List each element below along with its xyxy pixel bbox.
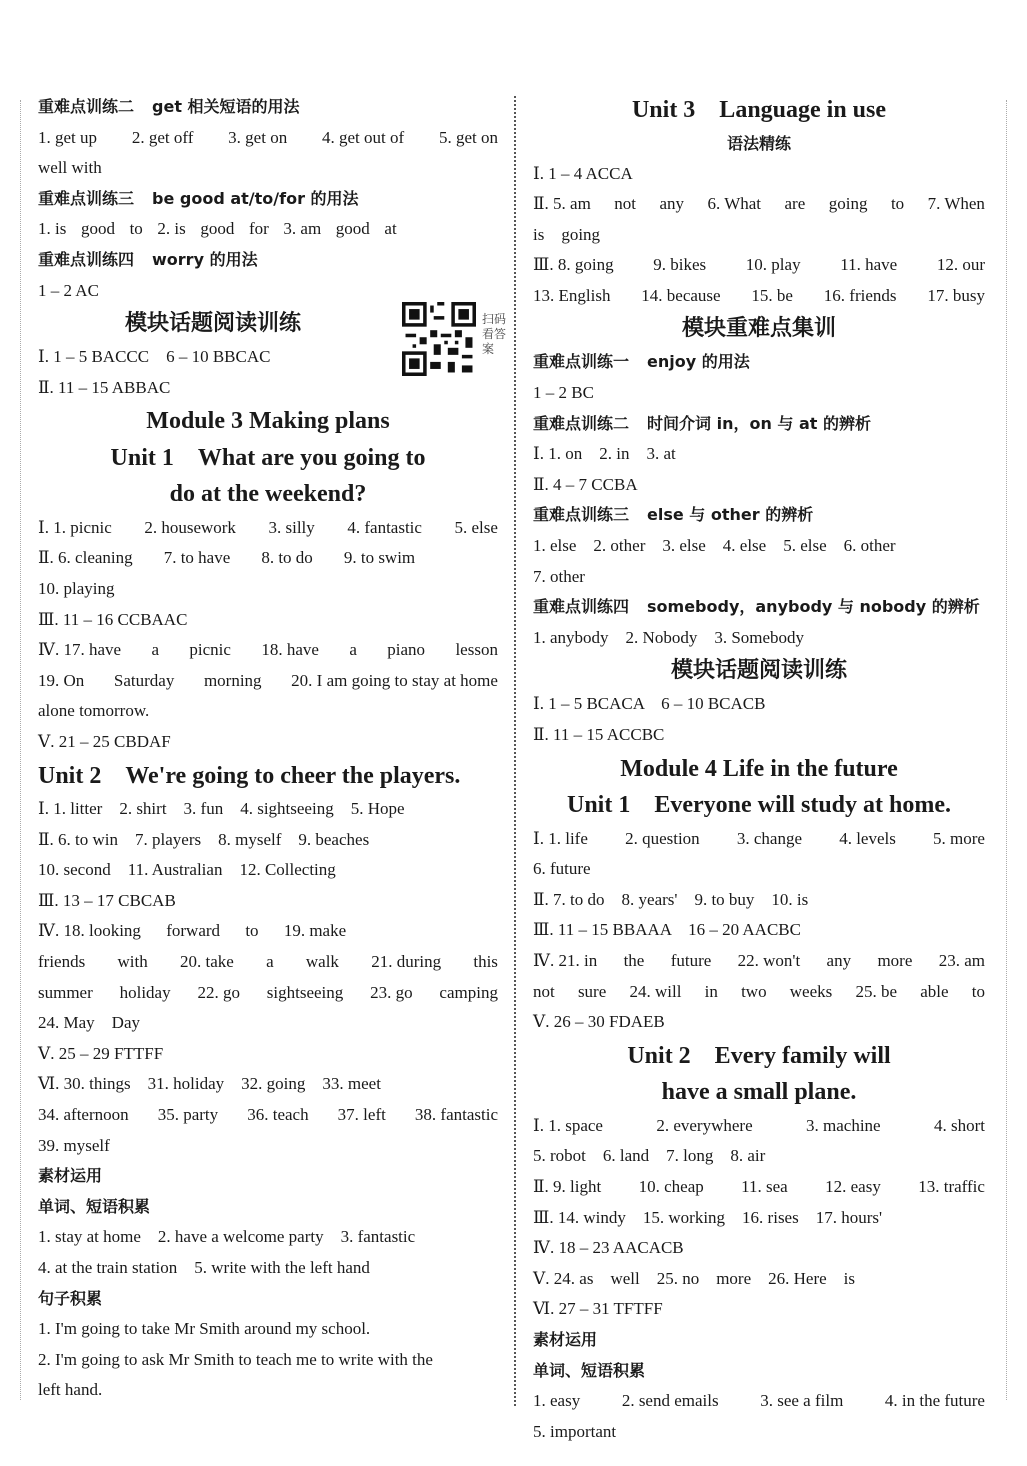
heading-label: 素材运用 <box>533 1329 598 1349</box>
heading-topic: 时间介词 in，on 与 at 的辨析 <box>647 413 872 433</box>
answer-line <box>533 824 985 855</box>
answer-text: 1. else 2. other 3. else 4. else 5. else 6. other <box>533 536 896 556</box>
answer-line <box>38 1069 498 1100</box>
answer-text: 2. get off <box>131 127 194 147</box>
answer-text: 19. On <box>38 670 85 690</box>
answer-line <box>38 123 498 154</box>
answer-text: left hand. <box>38 1380 103 1400</box>
answer-text: 4. fantastic <box>347 517 422 537</box>
heading-label: 重难点训练四 <box>38 249 135 269</box>
answer-text: 12. easy <box>825 1176 881 1196</box>
answer-text: 2. I'm going to ask Mr Smith to teach me to write with the <box>38 1349 433 1369</box>
answer-text: a <box>349 640 357 660</box>
answer-text: not <box>614 194 637 214</box>
answer-text: Ⅲ. 14. windy 15. working 16. rises 17. hours' <box>533 1207 883 1227</box>
answer-text: 23. am <box>938 950 985 970</box>
answer-line <box>38 978 498 1009</box>
heading-label: 句子积累 <box>38 1288 103 1308</box>
answer-text: sightseeing <box>266 982 344 1002</box>
answer-line <box>38 696 498 727</box>
answer-line <box>38 916 346 947</box>
answer-line <box>533 854 985 885</box>
answer-text: Ⅱ. 6. to win 7. players 8. myself 9. beaches <box>38 829 370 849</box>
unit-title: Unit 3 Language in use <box>631 97 887 123</box>
heading-label: 素材运用 <box>38 1166 103 1186</box>
answer-text: 5. important <box>533 1421 617 1441</box>
answer-text: Ⅳ. 17. have <box>38 640 122 660</box>
heading-label: 单词、短语积累 <box>38 1196 151 1216</box>
answer-text: Ⅱ. 9. light <box>533 1176 602 1196</box>
answer-text: 3. get on <box>228 127 288 147</box>
answer-line <box>38 794 498 825</box>
heading-label: 重难点训练二 <box>38 97 135 116</box>
answer-text: not <box>533 981 555 1001</box>
answer-text: going <box>828 194 868 214</box>
answer-text: 7. other <box>533 566 585 586</box>
answer-text: well with <box>38 158 102 178</box>
answer-text: Ⅵ. 27 – 31 TFTFF <box>533 1299 663 1319</box>
answer-text: Ⅰ. 1 – 4 ACCA <box>533 163 633 183</box>
answer-text: to <box>971 981 985 1001</box>
answer-text: morning <box>203 670 262 690</box>
answer-text: piano <box>387 640 426 660</box>
answer-text: a <box>151 640 160 660</box>
answer-text: 19. make <box>283 921 347 941</box>
answer-text: 22. won't <box>737 950 801 970</box>
answer-text: 16. friends <box>823 285 897 305</box>
unit-title: Module 4 Life in the future <box>620 755 898 782</box>
answer-line <box>533 189 985 220</box>
left-column <box>38 92 498 1406</box>
answer-text: 39. myself <box>38 1135 110 1155</box>
answer-line <box>533 1294 985 1325</box>
heading-label: 重难点训练二 <box>533 413 630 433</box>
answer-text: 2. everywhere <box>656 1115 753 1135</box>
answer-text: good <box>335 219 370 239</box>
answer-text: 5. else <box>454 517 498 537</box>
answer-line <box>533 720 985 751</box>
answer-line <box>38 1100 498 1131</box>
answer-text: Ⅴ. 24. as well 25. no more 26. Here is <box>533 1268 856 1288</box>
answer-text: 1. stay at home 2. have a welcome party 3. fantastic <box>38 1227 416 1247</box>
answer-line <box>533 562 985 593</box>
answer-text: 7. to have <box>163 548 231 568</box>
qr-code-icon[interactable] <box>402 300 476 378</box>
answer-text: Ⅰ. 1. picnic <box>38 517 112 537</box>
answer-text: 38. fantastic <box>414 1105 498 1125</box>
answer-text: picnic <box>189 640 231 660</box>
answer-text: Ⅲ. 11 – 15 BBAAA 16 – 20 AACBC <box>533 920 801 940</box>
answer-text: 2. is <box>157 219 186 239</box>
answer-text: in <box>704 981 718 1001</box>
module-section-title: 模块话题阅读训练 <box>670 658 847 684</box>
answer-text: sure <box>577 981 607 1001</box>
answer-text: 18. have <box>261 640 319 660</box>
answer-text: Ⅴ. 21 – 25 CBDAF <box>38 732 171 751</box>
answer-text: 10. playing <box>38 579 115 599</box>
answer-text: 24. May Day <box>38 1013 140 1033</box>
answer-line <box>533 159 985 190</box>
answer-text: 6. future <box>533 859 591 879</box>
answer-text: to <box>890 194 905 214</box>
answer-text: 20. take <box>179 952 234 972</box>
answer-text: 1. get up <box>38 127 98 147</box>
answer-text: Ⅵ. 30. things 31. holiday 32. going 33. meet <box>38 1074 381 1094</box>
answer-text: 7. When <box>927 194 985 214</box>
answer-text: 34. afternoon <box>38 1105 129 1125</box>
answer-text: 1. easy <box>533 1391 581 1411</box>
answer-line <box>38 543 415 574</box>
answer-text: Ⅲ. 8. going <box>533 255 614 275</box>
unit-title: Unit 2 Every family will <box>627 1042 891 1069</box>
answer-text: the <box>623 950 645 970</box>
unit-title: do at the weekend? <box>169 481 367 508</box>
answer-text: 4. in the future <box>884 1391 985 1411</box>
answer-text: Ⅲ. 11 – 16 CCBAAC <box>38 609 188 629</box>
answer-text: 13. traffic <box>918 1176 985 1196</box>
heading-label: 重难点训练三 <box>38 188 135 208</box>
answer-text: 2. housework <box>144 517 236 537</box>
answer-text: 17. busy <box>927 285 985 305</box>
answer-line <box>533 623 985 654</box>
answer-line <box>38 635 498 666</box>
qr-caption: 扫码看答案 <box>482 312 507 356</box>
answer-text: camping <box>439 982 498 1002</box>
answer-line <box>533 946 985 977</box>
answer-text: a <box>266 952 274 972</box>
unit-title: Module 3 Making plans <box>146 408 390 435</box>
answer-text: two <box>741 981 767 1001</box>
answer-line <box>38 1008 498 1039</box>
answer-line <box>38 855 498 886</box>
answer-text: 36. teach <box>247 1105 309 1125</box>
section-heading <box>38 1284 498 1315</box>
answer-text: are <box>784 194 806 214</box>
module-section-title: 模块重难点集训 <box>681 316 836 342</box>
answer-text: to <box>245 921 259 941</box>
answer-text: 11. have <box>840 255 898 275</box>
heading-topic: else 与 other 的辨析 <box>647 505 814 525</box>
heading-label: 重难点训练一 <box>533 352 630 372</box>
section-heading <box>533 592 985 623</box>
answer-line <box>533 885 985 916</box>
answer-text: weeks <box>789 981 833 1001</box>
answer-line <box>533 470 985 501</box>
answer-text: 2. send emails <box>621 1391 719 1411</box>
answer-text: 9. to swim <box>343 548 416 568</box>
answer-line <box>38 825 498 856</box>
answer-text: 23. go <box>370 982 413 1002</box>
answer-line <box>38 666 498 697</box>
answer-text: 22. go <box>197 982 240 1002</box>
unit-title: have a small plane. <box>661 1079 857 1106</box>
answer-text: 24. will <box>629 981 682 1001</box>
answer-text: 25. be <box>855 981 897 1001</box>
answer-text: 35. party <box>157 1105 219 1125</box>
section-heading <box>533 1356 985 1387</box>
answer-line <box>38 1345 498 1376</box>
answer-text: 5. robot 6. land 7. long 8. air <box>533 1146 766 1166</box>
answer-text: 13. English <box>533 285 611 305</box>
right-margin-line <box>1006 100 1007 1400</box>
answer-text: Ⅰ. 1 – 5 BACCC 6 – 10 BBCAC <box>38 347 271 367</box>
answer-line <box>533 378 985 409</box>
answer-line <box>533 977 985 1008</box>
answer-line <box>38 214 397 245</box>
left-margin-line <box>20 100 21 1400</box>
answer-text: summer <box>38 982 93 1002</box>
answer-text: Ⅰ. 1 – 5 BCACA 6 – 10 BCACB <box>533 694 766 714</box>
answer-line <box>533 1172 985 1203</box>
heading-topic: somebody，anybody 与 nobody 的辨析 <box>647 597 980 617</box>
answer-text: Ⅰ. 1. life <box>533 828 588 848</box>
unit-title: Unit 1 Everyone will study at home. <box>567 792 951 819</box>
answer-text: future <box>670 950 712 970</box>
answer-text: Ⅴ. 25 – 29 FTTFF <box>38 1043 164 1063</box>
answer-text: forward <box>166 921 221 941</box>
answer-text: 3. machine <box>806 1115 881 1135</box>
answer-line <box>533 439 985 470</box>
answer-text: alone tomorrow. <box>38 701 150 721</box>
answer-text: Ⅱ. 7. to do 8. years' 9. to buy 10. is <box>533 889 809 909</box>
section-heading <box>533 500 985 531</box>
answer-text: Ⅰ. 1. litter 2. shirt 3. fun 4. sightseeing 5. Hope <box>38 799 405 819</box>
answer-text: 10. second 11. Australian 12. Collecting <box>38 860 336 880</box>
answer-text: 1 – 2 BC <box>533 383 594 403</box>
answer-text: 8. to do <box>261 548 313 568</box>
answer-text: Ⅱ. 5. am <box>533 194 591 214</box>
heading-topic: get 相关短语的用法 <box>152 97 300 116</box>
answer-text: to <box>129 219 143 239</box>
answer-line <box>533 1111 985 1142</box>
answer-text: 4. levels <box>839 828 896 848</box>
answer-text: this <box>473 952 498 972</box>
heading-topic: enjoy 的用法 <box>647 352 750 372</box>
answer-line <box>38 1253 498 1284</box>
answer-line <box>38 1131 498 1162</box>
answer-text: any <box>826 950 852 970</box>
answer-text: 4. at the train station 5. write with the left hand <box>38 1258 370 1277</box>
module-section-title: 模块话题阅读训练 <box>124 311 301 337</box>
heading-label: 单词、短语积累 <box>533 1360 646 1380</box>
answer-text: 3. see a film <box>760 1391 844 1411</box>
answer-line <box>38 153 498 184</box>
answer-text: Ⅴ. 26 – 30 FDAEB <box>533 1012 665 1032</box>
section-heading <box>533 409 985 440</box>
answer-line <box>533 915 985 946</box>
answer-line <box>38 886 498 917</box>
answer-text: walk <box>305 952 339 972</box>
answer-text: Ⅱ. 11 – 15 ACCBC <box>533 725 665 744</box>
answer-line <box>38 947 498 978</box>
answer-text: holiday <box>119 982 171 1002</box>
answer-line <box>533 689 985 720</box>
answer-line <box>533 531 985 562</box>
answer-text: good <box>80 219 115 239</box>
answer-text: 20. I am going to stay at home <box>291 670 498 690</box>
column-divider <box>514 96 516 1406</box>
answer-text: 1. anybody 2. Nobody 3. Somebody <box>533 627 805 647</box>
answer-line <box>38 1222 498 1253</box>
answer-text: 10. play <box>745 255 801 275</box>
answer-text: 21. during <box>371 952 442 972</box>
answer-line <box>38 513 498 544</box>
heading-topic: worry 的用法 <box>152 249 258 269</box>
answer-line <box>533 220 985 251</box>
answer-text: 3. change <box>736 828 802 848</box>
answer-text: Ⅱ. 4 – 7 CCBA <box>533 474 638 494</box>
heading-topic: be good at/to/for 的用法 <box>152 188 359 208</box>
answer-text: for <box>248 219 269 239</box>
answer-text: 37. left <box>337 1105 386 1125</box>
answer-text: 6. What <box>707 194 762 214</box>
answer-text: lesson <box>455 640 498 660</box>
answer-text: Ⅲ. 13 – 17 CBCAB <box>38 890 176 910</box>
answer-text: 1 – 2 AC <box>38 280 99 300</box>
subsection-title: 语法精练 <box>726 133 791 153</box>
answer-text: 9. bikes <box>653 255 707 275</box>
answer-text: Ⅳ. 18 – 23 AACACB <box>533 1238 684 1258</box>
answer-text: Ⅰ. 1. space <box>533 1115 603 1135</box>
answer-line <box>38 605 498 636</box>
answer-line <box>533 1417 985 1448</box>
right-column <box>533 92 985 1447</box>
answer-text: is going <box>533 224 601 244</box>
section-heading <box>38 92 498 123</box>
answer-text: 5. more <box>933 828 985 848</box>
unit-title: Unit 1 What are you going to <box>110 444 426 471</box>
section-heading <box>533 347 985 378</box>
answer-text: 14. because <box>641 285 721 305</box>
answer-text: Ⅱ. 6. cleaning <box>38 548 133 568</box>
answer-text: good <box>200 219 235 239</box>
answer-text: with <box>117 952 148 972</box>
answer-line <box>533 1264 985 1295</box>
unit-title: Unit 2 We're going to cheer the players. <box>38 762 461 789</box>
answer-text: at <box>384 219 397 239</box>
answer-text: Ⅳ. 21. in <box>533 950 598 970</box>
answer-text: 15. be <box>751 285 793 305</box>
heading-label: 重难点训练四 <box>533 597 630 617</box>
answer-line <box>38 1039 498 1070</box>
answer-line <box>533 1386 985 1417</box>
answer-text: 12. our <box>936 255 985 275</box>
answer-line <box>38 1314 498 1345</box>
answer-text: any <box>659 194 685 214</box>
answer-text: 10. cheap <box>638 1176 704 1196</box>
answer-text: 3. silly <box>268 517 315 537</box>
answer-line <box>533 250 985 281</box>
section-heading <box>38 1192 498 1223</box>
answer-text: more <box>877 950 913 970</box>
answer-text: 1. is <box>38 219 67 239</box>
section-heading <box>533 1325 985 1356</box>
section-heading <box>38 184 498 215</box>
answer-text: Ⅱ. 11 – 15 ABBAC <box>38 377 171 397</box>
answer-text: 3. am <box>283 219 322 239</box>
answer-line <box>38 1375 498 1406</box>
answer-text: 11. sea <box>741 1176 788 1196</box>
answer-text: Saturday <box>113 670 175 690</box>
answer-line <box>38 727 498 758</box>
answer-line <box>533 1007 985 1038</box>
answer-text: Ⅳ. 18. looking <box>38 921 141 941</box>
section-heading <box>38 245 498 276</box>
answer-text: 4. get out of <box>322 127 405 147</box>
answer-text: 5. get on <box>438 127 498 147</box>
answer-line <box>38 574 498 605</box>
answer-line <box>533 1141 985 1172</box>
answer-text: Ⅰ. 1. on 2. in 3. at <box>533 444 676 464</box>
heading-label: 重难点训练三 <box>533 505 630 525</box>
answer-text: 4. short <box>933 1115 985 1135</box>
answer-line <box>533 281 985 312</box>
section-heading <box>38 1161 498 1192</box>
answer-text: 1. I'm going to take Mr Smith around my school. <box>38 1319 371 1339</box>
answer-line <box>533 1233 985 1264</box>
answer-text: friends <box>38 952 86 972</box>
answer-text: 2. question <box>625 828 700 848</box>
answer-line <box>533 1203 985 1234</box>
answer-text: able <box>920 981 949 1001</box>
